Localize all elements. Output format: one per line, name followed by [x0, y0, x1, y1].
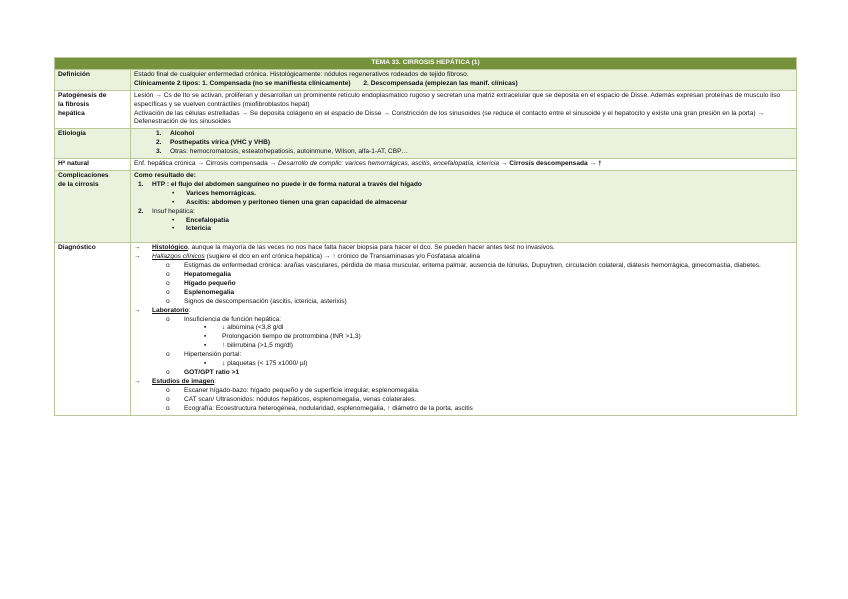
list-item: • Ictericia [172, 225, 211, 233]
content-etiologia [131, 129, 797, 159]
list-item: o Estigmas de enfermedad crónica: arañas vasculares, pérdida de masa muscular, eritema palmar, ausencia de lúnulas, Dupuytren, circulación colateral, diátesis hemorrágica, ginecomastia, diabetes. [166, 262, 761, 270]
label-complicaciones-2: de la cirrosis [58, 180, 99, 188]
list-item: • Ascitis: abdomen y peritoneo tienen una gran capacidad de almacenar [172, 198, 408, 206]
diagnostico-hallazgos: → Hallazgos clínicos (sugiere el dco en enf crónica hepática) → ↑ crónico de Transaminasas y/o Fosfatasa alcalina [134, 253, 481, 261]
label-complicaciones-1: Complicaciones [58, 171, 109, 179]
label-patogenesis-1: Patogénesis de [58, 91, 107, 99]
list-item: o Hepatomegalia [166, 271, 231, 279]
list-item: ▪ ↓ plaquetas (< 175 x1000/ µl) [204, 360, 308, 368]
list-item: o Hígado pequeño [166, 279, 236, 287]
row-patogenesis [55, 90, 797, 129]
label-etiologia: Etiología [55, 129, 131, 159]
complicaciones-htp: 1. HTP : el flujo del abdomen sanguíneo no puede ir de forma natural a través del hígado [138, 180, 422, 188]
list-item: ▪ ↓ albúmina (<3,8 g/dl [204, 324, 284, 332]
list-item: ▪ ↑ bilirrubina (>1,5 mg/dl) [204, 342, 293, 350]
label-patogenesis-3: hepática [58, 109, 85, 117]
etiologia-item: 3. Otras: hemocromatosis, esteatohepatiosis, autoinmune, Wilson, alfa-1-AT, CBP… [156, 148, 409, 156]
complicaciones-intro: Como resultado de: [134, 171, 196, 179]
list-item: o Signos de descompensación (ascitis, ictericia, asterixis) [166, 297, 347, 305]
list-item: o Ecografía: Ecoestructura heterogénea, nodularidad, esplenomegalia, ↑ diámetro de la porta, ascitis [166, 404, 473, 412]
content-definicion [131, 69, 797, 90]
list-item: o Hipertensión portal: [166, 351, 242, 359]
row-etiologia [55, 129, 797, 159]
list-item: o GOT/GPT ratio >1 [166, 369, 240, 376]
row-diagnostico [55, 243, 797, 415]
cirrosis-summary-table [54, 57, 797, 416]
definicion-line-2: Clínicamente 2 tipos: 1. Compensada (no se manifiesta clínicamente) 2. Descompensada (empiezan las manif. clínicas) [134, 79, 518, 87]
list-item: o Escaner hígado-bazo: hígado pequeño y de superficie irregular, esplenomegalia. [166, 386, 420, 394]
etiologia-item: 2. Posthepatits vírica (VHC y VHB) [156, 139, 271, 147]
row-historia-natural [55, 159, 797, 171]
content-complicaciones [131, 170, 797, 242]
label-historia-natural: Hª natural [55, 159, 131, 171]
row-definicion [55, 69, 797, 90]
content-diagnostico [131, 243, 797, 415]
etiologia-item: 1. Alcohol [156, 130, 195, 138]
list-item: • Encefalopatía [172, 216, 229, 224]
label-patogenesis-2: la fibrosis [58, 100, 90, 108]
definicion-line-1: Estado final de cualquier enfermedad crónica. Histológicamente: nódulos regenerativos rodeados de tejido fibroso. [134, 70, 469, 78]
list-item: ▪ Prolongación tiempo de protrombina (INR >1,3) [204, 333, 361, 341]
label-definicion: Definición [55, 69, 131, 90]
content-patogenesis [131, 90, 797, 129]
list-item: o Esplenomegalia [166, 288, 235, 296]
diagnostico-histologico: → Histológico, aunque la mayoría de las veces no nos hace falta hacer biopsia para hacer el dco. Se pueden hacer antes test no invasivos. [134, 244, 555, 252]
patogenesis-paragraph-1: Lesión → Cs de Ito se activan, proliferan y desarrollan un prominente retículo endoplasmatico rugoso y secretan una matriz extracelular que se deposita en el espacio de Disse. Además expresan proteínas de musculo liso específicas y se vuelven contráctiles (miofibroblastos hepát) [134, 91, 781, 108]
list-item: • Varices hemorrágicas. [172, 189, 257, 197]
page-title: TEMA 33. CIRROSIS HEPÁTICA (1) [55, 58, 797, 70]
diagnostico-laboratorio: → Laboratorio: [134, 306, 191, 314]
list-item: o CAT scan/ Ultrasonidos: nódulos hepáticos, esplenomegalia, venas colaterales. [166, 395, 417, 403]
complicaciones-insuf: 2. Insuf hepática: [138, 207, 195, 215]
label-complicaciones [55, 170, 131, 242]
row-complicaciones [55, 170, 797, 242]
diagnostico-imagen: → Estudios de imagen: [134, 377, 217, 385]
label-patogenesis [55, 90, 131, 129]
content-historia-natural: Enf. hepática crónica → Cirrosis compensada → Desarrollo de complic: varices hemorrágicas, ascitis, encefalopatía, ictericia → Cirrosis descompensada → † [131, 159, 797, 171]
list-item: o Insuficiencia de función hepática: [166, 315, 282, 323]
label-diagnostico: Diagnóstico [55, 243, 131, 415]
patogenesis-paragraph-2: Activación de las células estrelladas → Se deposita colágeno en el espacio de Disse → Constricción de los sinusoides (se reduce el contacto entre el sinusoide y el hepatocito y existe una gran presión en la porta) → Defenestración de los sinusoides [134, 109, 765, 126]
